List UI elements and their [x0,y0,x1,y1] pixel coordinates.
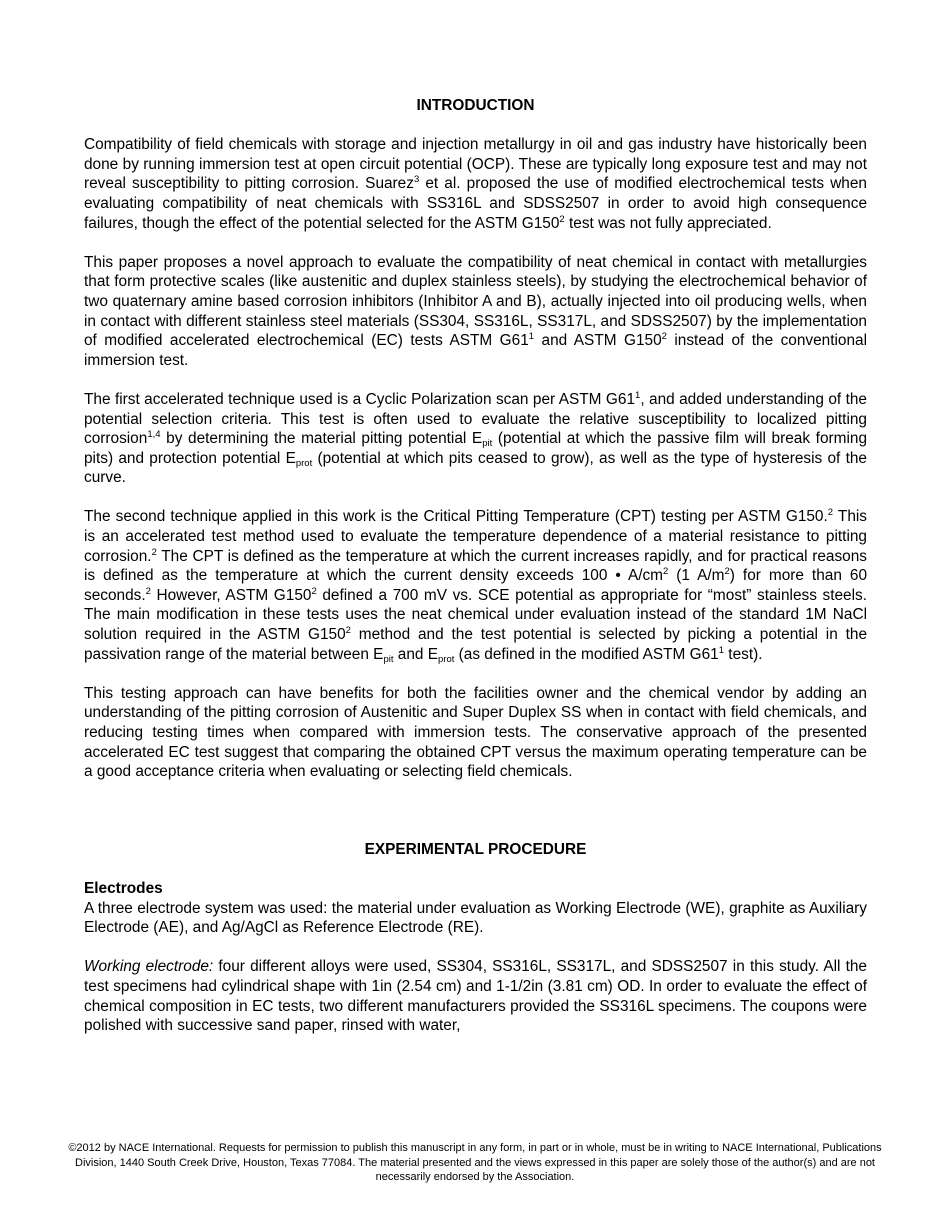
intro-paragraph-4: The second technique applied in this work is the Critical Pitting Temperature (CPT) testing per ASTM G150.$^2$ This is an accelerated test method used to evaluate the temperature dependence of a material resistance to pitting corrosion.$^2$ The CPT is defined as the temperature at which the current increases rapidly, and for practical reasons is defined as the temperature at which the current density exceeds 100 • $A/cm^2$ (1 $A/m^2$) for more than 60 seconds.$^2$ However, ASTM $G150^2$ defined a 700 mV vs. SCE potential as appropriate for “most” stainless steels. The main modification in these tests uses the neat chemical under evaluation instead of the standard 1M NaCl solution required in the ASTM $G150^2$ method and the test potential is selected by picking a potential in the passivation range of the material between $E_{pit}$ and $E_{prot}$ (as defined in the modified ASTM $G61^1$ test). [84,507,868,665]
intro-paragraph-1: Compatibility of field chemicals with storage and injection metallurgy in oil and gas industry have historically been done by running immersion test at open circuit potential (OCP). These are typically long exposure test and may not reveal susceptibility to pitting corrosion. Suarez$^3$ et al. proposed the use of modified electrochemical tests when evaluating compatibility of neat chemicals with SS316L and SDSS2507 in order to avoid high consequence failures, though the effect of the potential selected for the ASTM $G150^2$ test was not fully appreciated. [84,136,867,232]
working-electrode-paragraph: Working electrode: four different alloys were used, SS304, SS316L, SS317L, and SDSS2507 in this study. All the test specimens had cylindrical shape with 1in (2.54 cm) and 1-1/2in (3.81 cm) OD. In order to evaluate the effect of chemical composition in EC tests, two different manufacturers provided the SS316L specimens. The coupons were polished with successive sand paper, rinsed with water, [84,958,867,1035]
intro-paragraph-2: This paper proposes a novel approach to evaluate the compatibility of neat chemical in contact with metallurgies that form protective scales (like austenitic and duplex stainless steels), by studying the electrochemical behavior of two quaternary amine based corrosion inhibitors (Inhibitor A and B), actually injected into oil producing wells, when in contact with different stainless steel materials (SS304, SS316L, SS317L, and SDSS2507) by the implementation of modified accelerated electrochemical (EC) tests ASTM $G61^1$ and ASTM $G150^2$ instead of the conventional immersion test. [84,253,868,369]
page-body [84,96,867,1036]
working-electrode-label: Working electrode: [84,958,214,976]
electrodes-subheading: Electrodes [84,879,163,897]
electrodes-paragraph: A three electrode system was used: the material under evaluation as Working Electrode (WE), graphite as Auxiliary Electrode (AE), and Ag/AgCl as Reference Electrode (RE). [84,899,867,937]
experimental-procedure-heading: EXPERIMENTAL PROCEDURE [364,840,587,858]
introduction-heading: INTRODUCTION [416,97,535,114]
intro-paragraph-3: The first accelerated technique used is a Cyclic Polarization scan per ASTM $G61^1$, and added understanding of the potential selection criteria. This test is often used to evaluate the relative susceptibility to localized pitting corrosion$^{1,4}$ by determining the material pitting potential $E_{pit}$ (potential at which the passive film will break forming pits) and protection potential $E_{prot}$ (potential at which pits ceased to grow), as well as the type of hysteresis of the curve. [84,389,867,487]
copyright-footer: ©2012 by NACE International. Requests for permission to publish this manuscript in any form, in part or in whole, must be in writing to NACE International, Publications Division, 1440 South Creek Drive, Houston, Texas 77084. The material presented and the views expressed in this paper are solely those of the author(s) and are not necessarily endorsed by the Association. [68,1142,882,1183]
intro-paragraph-5: This testing approach can have benefits for both the facilities owner and the chemical vendor by adding an understanding of the pitting corrosion of Austenitic and Super Duplex SS when in contact with field chemicals, and reducing testing times when compared with immersion tests. The conservative approach of the presented accelerated EC test suggest that comparing the obtained CPT versus the maximum operating temperature can be a good acceptance criteria when evaluating or selecting field chemicals. [84,684,867,781]
